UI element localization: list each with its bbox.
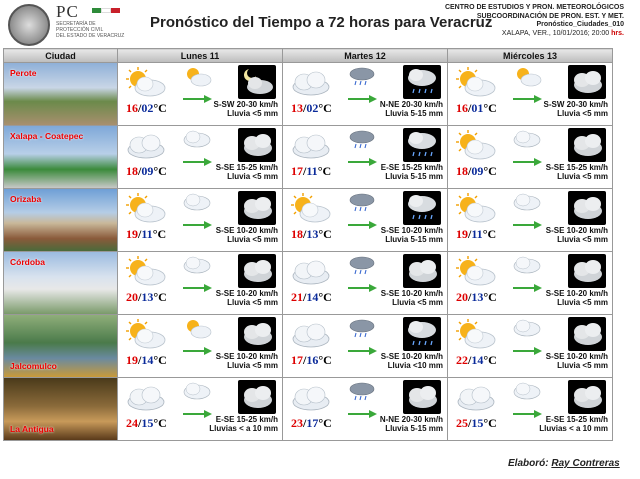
wind-rain-info — [546, 226, 608, 244]
rain-text: Lluvia <5 mm — [227, 109, 278, 118]
forecast-cell — [448, 252, 613, 315]
max-temp: 22 — [456, 353, 468, 367]
trend-arrow-icon — [182, 216, 212, 224]
trend-arrow-icon — [347, 216, 377, 224]
city-name: Perote — [10, 68, 37, 78]
temperature — [126, 290, 167, 305]
temp-separator: / — [468, 101, 472, 115]
trend-arrow-icon — [347, 153, 377, 161]
wind-rain-info — [216, 226, 278, 244]
wind-text: S-SE 15-25 km/h — [215, 163, 278, 172]
day-weather-icon — [124, 193, 166, 223]
afternoon-weather-icon — [182, 254, 212, 276]
city-name: Jalcomulco — [10, 361, 57, 371]
max-temp: 16 — [126, 101, 138, 115]
temp-separator: / — [138, 227, 142, 241]
wind-text: S-SE 10-20 km/h — [380, 226, 443, 235]
wind-text: S-SE 10-20 km/h — [545, 352, 608, 361]
max-temp: 23 — [291, 416, 303, 430]
max-temp: 19 — [126, 353, 138, 367]
trend-arrow-icon — [512, 90, 542, 98]
afternoon-weather-icon — [347, 317, 377, 339]
temperature — [291, 353, 332, 368]
city-cell — [4, 63, 118, 126]
afternoon-weather-icon — [512, 65, 542, 87]
temp-unit: °C — [153, 353, 167, 367]
forecast-cell — [283, 63, 448, 126]
max-temp: 16 — [456, 101, 468, 115]
night-weather-icon — [403, 380, 441, 414]
max-temp: 13 — [291, 101, 303, 115]
temperature — [291, 164, 331, 179]
day-weather-icon — [454, 193, 496, 223]
temperature — [456, 164, 497, 179]
night-weather-icon — [403, 191, 441, 225]
temperature — [456, 101, 497, 116]
column-header-city: Ciudad — [4, 49, 118, 63]
day-weather-icon — [454, 130, 496, 160]
wind-text: S-SE 10-20 km/h — [380, 352, 443, 361]
max-temp: 20 — [456, 290, 468, 304]
org-line-2: SUBCOORDINACIÓN DE PRON. EST. Y MET. — [476, 12, 624, 20]
temp-unit: °C — [317, 164, 332, 178]
wind-rain-info — [380, 415, 443, 433]
rain-text: Lluvia <5 mm — [392, 298, 443, 307]
footer-credit — [508, 458, 620, 469]
city-cell — [4, 378, 118, 441]
temp-unit: °C — [318, 416, 332, 430]
state-seal-icon — [8, 4, 50, 46]
temp-unit: °C — [482, 227, 497, 241]
afternoon-weather-icon — [182, 191, 212, 213]
wind-text: S-SE 10-20 km/h — [545, 226, 608, 235]
wind-rain-info — [381, 352, 443, 370]
wind-text: S-SE 10-20 km/h — [215, 226, 278, 235]
wind-rain-info — [539, 415, 608, 433]
day-weather-icon — [124, 319, 166, 349]
city-cell — [4, 126, 118, 189]
temp-separator: / — [303, 353, 307, 367]
header — [0, 0, 640, 46]
trend-arrow-icon — [512, 405, 542, 413]
trend-arrow-icon — [182, 90, 212, 98]
night-weather-icon — [568, 380, 606, 414]
temp-unit: °C — [318, 353, 332, 367]
temp-unit: °C — [153, 101, 167, 115]
afternoon-weather-icon — [512, 128, 542, 150]
rain-text: Lluvia <10 mm — [387, 361, 443, 370]
issue-date — [445, 30, 624, 39]
temp-separator: / — [468, 416, 472, 430]
night-weather-icon — [238, 128, 276, 162]
rain-text: Lluvias < a 10 mm — [209, 424, 278, 433]
max-temp: 20 — [126, 290, 138, 304]
temp-unit: °C — [318, 290, 332, 304]
city-name: Orizaba — [10, 194, 42, 204]
day-weather-icon — [454, 382, 496, 412]
temp-unit: °C — [318, 101, 332, 115]
afternoon-weather-icon — [512, 254, 542, 276]
temperature — [456, 227, 496, 242]
temp-unit: °C — [153, 416, 167, 430]
temperature — [126, 164, 167, 179]
temperature — [291, 290, 332, 305]
min-temp: 02 — [141, 101, 154, 115]
max-temp: 18 — [126, 164, 138, 178]
afternoon-weather-icon — [512, 380, 542, 402]
max-temp: 19 — [456, 227, 468, 241]
wind-text: S-SE 10-20 km/h — [380, 289, 443, 298]
temp-unit: °C — [153, 164, 167, 178]
min-temp: 01 — [471, 101, 484, 115]
table-row — [4, 126, 613, 189]
city-cell — [4, 252, 118, 315]
day-weather-icon — [289, 130, 331, 160]
night-weather-icon — [568, 317, 606, 351]
temp-unit: °C — [153, 290, 167, 304]
city-cell — [4, 315, 118, 378]
min-temp: 17 — [306, 416, 319, 430]
afternoon-weather-icon — [512, 317, 542, 339]
afternoon-weather-icon — [347, 254, 377, 276]
rain-text: Lluvia 5-15 mm — [385, 424, 443, 433]
rain-text: Lluvia <5 mm — [557, 172, 608, 181]
wind-text: S-SE 15-25 km/h — [545, 163, 608, 172]
temp-unit: °C — [483, 101, 497, 115]
city-name: Xalapa - Coatepec — [10, 131, 84, 141]
city-name: La Antigua — [10, 424, 54, 434]
forecast-cell — [448, 189, 613, 252]
temperature — [291, 416, 332, 431]
trend-arrow-icon — [512, 216, 542, 224]
night-weather-icon — [238, 380, 276, 414]
footer-label: Elaboró: — [508, 458, 549, 469]
afternoon-weather-icon — [182, 128, 212, 150]
min-temp: 13 — [471, 290, 484, 304]
rain-text: Lluvia <5 mm — [557, 361, 608, 370]
wind-text: E-SE 15-25 km/h — [545, 415, 608, 424]
min-temp: 09 — [471, 164, 484, 178]
footer-author: Ray Contreras — [551, 458, 620, 469]
temperature — [126, 227, 166, 242]
wind-text: S-SE 10-20 km/h — [215, 289, 278, 298]
temp-separator: / — [468, 164, 472, 178]
max-temp: 18 — [291, 227, 303, 241]
day-weather-icon — [124, 67, 166, 97]
temp-separator: / — [303, 227, 307, 241]
column-header-day-1: Lunes 11 — [118, 49, 283, 63]
column-header-day-2: Martes 12 — [283, 49, 448, 63]
day-weather-icon — [124, 256, 166, 286]
day-weather-icon — [289, 67, 331, 97]
day-weather-icon — [289, 193, 331, 223]
trend-arrow-icon — [347, 405, 377, 413]
night-weather-icon — [403, 317, 441, 351]
temp-separator: / — [468, 227, 472, 241]
day-weather-icon — [454, 67, 496, 97]
trend-arrow-icon — [182, 342, 212, 350]
night-weather-icon — [238, 191, 276, 225]
trend-arrow-icon — [512, 342, 542, 350]
max-temp: 17 — [291, 353, 303, 367]
temp-separator: / — [303, 416, 307, 430]
wind-rain-info — [209, 415, 278, 433]
rain-text: Lluvia <5 mm — [227, 235, 278, 244]
temperature — [456, 353, 497, 368]
forecast-cell — [448, 63, 613, 126]
forecast-cell — [118, 252, 283, 315]
wind-rain-info — [544, 100, 608, 118]
table-row — [4, 315, 613, 378]
table-row — [4, 63, 613, 126]
temp-unit: °C — [483, 164, 497, 178]
logo-subtitle-1: SECRETARÍA DE — [56, 21, 96, 27]
forecast-cell — [118, 378, 283, 441]
day-weather-icon — [124, 130, 166, 160]
forecast-cell — [118, 315, 283, 378]
forecast-cell — [118, 126, 283, 189]
min-temp: 14 — [141, 353, 154, 367]
wind-text: N-NE 20-30 km/h — [379, 100, 443, 109]
temperature — [126, 353, 167, 368]
afternoon-weather-icon — [182, 380, 212, 402]
temp-separator: / — [468, 353, 472, 367]
rain-text: Lluvia 5-15 mm — [385, 235, 443, 244]
trend-arrow-icon — [347, 279, 377, 287]
temp-separator: / — [138, 164, 142, 178]
trend-arrow-icon — [182, 279, 212, 287]
forecast-cell — [283, 126, 448, 189]
temp-unit: °C — [152, 227, 167, 241]
night-weather-icon — [238, 254, 276, 288]
rain-text: Lluvia <5 mm — [557, 235, 608, 244]
wind-text: N-NE 20-30 km/h — [379, 415, 443, 424]
wind-text: S-SW 20-30 km/h — [543, 100, 608, 109]
temp-separator: / — [303, 290, 307, 304]
min-temp: 15 — [471, 416, 484, 430]
wind-text: E-SE 15-25 km/h — [380, 163, 443, 172]
table-row — [4, 378, 613, 441]
logo-subtitle-3: DEL ESTADO DE VERACRUZ — [56, 33, 125, 39]
temperature — [126, 416, 167, 431]
wind-rain-info — [214, 100, 278, 118]
min-temp: 13 — [306, 227, 319, 241]
rain-text: Lluvia <5 mm — [227, 361, 278, 370]
night-weather-icon — [403, 254, 441, 288]
temperature — [291, 101, 332, 116]
organization-info — [445, 4, 624, 38]
trend-arrow-icon — [347, 342, 377, 350]
min-temp: 14 — [306, 290, 319, 304]
max-temp: 19 — [126, 227, 138, 241]
day-weather-icon — [454, 256, 496, 286]
afternoon-weather-icon — [347, 191, 377, 213]
temp-separator: / — [138, 416, 142, 430]
forecast-cell — [448, 378, 613, 441]
wind-text: E-SE 15-25 km/h — [215, 415, 278, 424]
forecast-cell — [448, 315, 613, 378]
forecast-table — [3, 48, 613, 441]
org-line-3: Pronóstico_Ciudades_010 — [536, 21, 624, 28]
max-temp: 17 — [291, 164, 303, 178]
max-temp: 25 — [456, 416, 468, 430]
wind-text: S-SE 10-20 km/h — [545, 289, 608, 298]
rain-text: Lluvia 5-15 mm — [385, 109, 443, 118]
forecast-cell — [118, 189, 283, 252]
min-temp: 02 — [306, 101, 319, 115]
wind-rain-info — [380, 100, 443, 118]
night-weather-icon — [568, 254, 606, 288]
column-header-day-3: Miércoles 13 — [448, 49, 613, 63]
max-temp: 21 — [291, 290, 303, 304]
min-temp: 11 — [306, 164, 318, 178]
min-temp: 09 — [141, 164, 154, 178]
temp-separator: / — [303, 101, 307, 115]
afternoon-weather-icon — [182, 317, 212, 339]
temp-separator: / — [138, 101, 142, 115]
temp-separator: / — [468, 290, 472, 304]
rain-text: Lluvia <5 mm — [227, 172, 278, 181]
wind-rain-info — [216, 163, 278, 181]
rain-text: Lluvias < a 10 mm — [539, 424, 608, 433]
afternoon-weather-icon — [182, 65, 212, 87]
max-temp: 24 — [126, 416, 138, 430]
table-header-row — [4, 49, 613, 63]
wind-rain-info — [216, 352, 278, 370]
max-temp: 18 — [456, 164, 468, 178]
rain-text: Lluvia <5 mm — [227, 298, 278, 307]
trend-arrow-icon — [347, 90, 377, 98]
day-weather-icon — [124, 382, 166, 412]
min-temp: 11 — [141, 227, 153, 241]
day-weather-icon — [289, 319, 331, 349]
night-weather-icon — [568, 191, 606, 225]
table-row — [4, 252, 613, 315]
night-weather-icon — [403, 128, 441, 162]
rain-text: Lluvia 5-15 mm — [385, 172, 443, 181]
wind-rain-info — [381, 226, 443, 244]
city-cell — [4, 189, 118, 252]
night-weather-icon — [568, 128, 606, 162]
wind-text: S-SW 20-30 km/h — [213, 100, 278, 109]
trend-arrow-icon — [512, 153, 542, 161]
temperature — [456, 416, 497, 431]
city-name: Córdoba — [10, 257, 45, 267]
afternoon-weather-icon — [512, 191, 542, 213]
min-temp: 13 — [141, 290, 154, 304]
forecast-cell — [283, 252, 448, 315]
temp-unit: °C — [318, 227, 332, 241]
afternoon-weather-icon — [347, 380, 377, 402]
trend-arrow-icon — [512, 279, 542, 287]
wind-rain-info — [381, 163, 443, 181]
temp-unit: °C — [483, 290, 497, 304]
wind-rain-info — [216, 289, 278, 307]
temperature — [291, 227, 332, 242]
min-temp: 15 — [141, 416, 154, 430]
temp-unit: °C — [483, 416, 497, 430]
min-temp: 11 — [471, 227, 483, 241]
forecast-cell — [448, 126, 613, 189]
logo-mark: PC — [56, 2, 79, 21]
temp-separator: / — [138, 353, 142, 367]
forecast-cell — [283, 315, 448, 378]
min-temp: 14 — [471, 353, 484, 367]
date-suffix: hrs. — [611, 29, 624, 37]
table-row — [4, 189, 613, 252]
forecast-cell — [283, 378, 448, 441]
day-weather-icon — [289, 382, 331, 412]
afternoon-weather-icon — [347, 65, 377, 87]
forecast-cell — [283, 189, 448, 252]
wind-rain-info — [381, 289, 443, 307]
temp-separator: / — [303, 164, 307, 178]
rain-text: Lluvia <5 mm — [557, 109, 608, 118]
min-temp: 16 — [306, 353, 319, 367]
date-text: XALAPA, VER., 10/01/2016; 20:00 — [501, 29, 610, 37]
wind-rain-info — [546, 289, 608, 307]
trend-arrow-icon — [182, 153, 212, 161]
wind-text: S-SE 10-20 km/h — [215, 352, 278, 361]
night-weather-icon — [403, 65, 441, 99]
wind-rain-info — [546, 163, 608, 181]
afternoon-weather-icon — [347, 128, 377, 150]
org-line-1: CENTRO DE ESTUDIOS Y PRON. METEOROLÓGICOS — [444, 4, 624, 11]
night-weather-icon — [238, 65, 276, 99]
night-weather-icon — [568, 65, 606, 99]
forecast-cell — [118, 63, 283, 126]
temperature — [456, 290, 497, 305]
logo-subtitle-2: PROTECCIÓN CIVIL — [56, 27, 104, 33]
day-weather-icon — [289, 256, 331, 286]
wind-rain-info — [546, 352, 608, 370]
night-weather-icon — [238, 317, 276, 351]
page-title: Pronóstico del Tiempo a 72 horas para Veracruz — [150, 14, 493, 31]
temp-unit: °C — [483, 353, 497, 367]
temperature — [126, 101, 167, 116]
day-weather-icon — [454, 319, 496, 349]
trend-arrow-icon — [182, 405, 212, 413]
rain-text: Lluvia <5 mm — [557, 298, 608, 307]
temp-separator: / — [138, 290, 142, 304]
flag-stripe — [92, 8, 120, 13]
